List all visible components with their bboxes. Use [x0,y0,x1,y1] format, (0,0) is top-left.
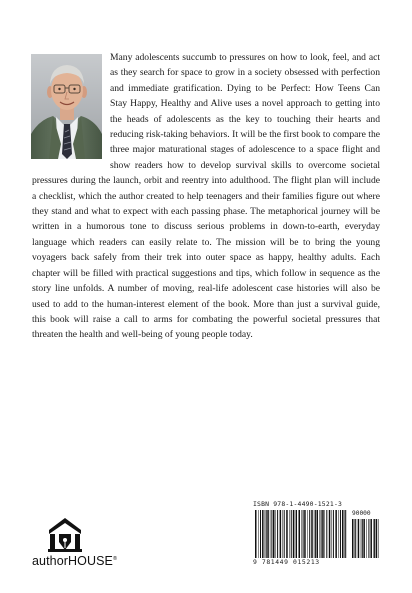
barcode-bar [280,510,282,558]
publisher-logo [32,515,122,575]
barcode-bar [317,510,319,558]
barcode-bar [366,519,367,558]
barcode-bar [352,519,354,558]
barcode-bar [355,519,356,558]
barcode-bar [378,519,379,558]
house-pen-icon [45,515,85,553]
photo-wrap-space [32,50,110,168]
barcode-bar [273,510,275,558]
barcode-bar [326,510,327,558]
barcode-bar [266,510,267,558]
barcode-bar [270,510,271,558]
barcode-bar [262,510,264,558]
barcode-bar [373,519,374,558]
barcode-bar [258,510,259,558]
barcode-bar [331,510,332,558]
barcode-bar [304,510,306,558]
barcode-bar [315,510,316,558]
barcode-bar [370,519,372,558]
addon-barcode-bars [352,519,379,558]
barcode-bar [363,519,365,558]
isbn-label: ISBN 978-1-4490-1521-3 [253,500,343,508]
barcode-bar [362,519,363,558]
publisher-name: authorHOUSE [32,554,113,568]
book-description [32,50,380,343]
barcode-bar [314,510,315,558]
barcode-bar [286,510,288,558]
barcode-bar [299,510,301,558]
barcode-bar [295,510,296,558]
barcode-bar [333,510,334,558]
barcode-bar [271,510,272,558]
barcode-bar [284,510,285,558]
barcode-bar [335,510,337,558]
barcode-bar [329,510,331,558]
barcode-bar [309,510,310,558]
barcode-bar [342,510,344,558]
price-code: 90000 [352,510,371,517]
barcode-bar [338,510,339,558]
ean-barcode-bars [255,510,347,558]
barcode-bar [275,510,276,558]
barcode-bar [358,519,360,558]
book-description-text: Many adolescents succumb to pressures on how to look, feel, and act as they search for space to grow in a society obsessed with perfection and immediate gratification. Dying to be Perfect: How Teens Can Stay Happy, Healthy and Alive uses a novel approach to getting into the heads of adolescents as the key to touching their hearts and reducing risk-taking behaviors. It will be the first book to compare the three major maturational stages of adolescence to a space flight and show readers how to develop survival skills to overcome societal pressures during the launch, orbit and reentry into adulthood. The flight plan will include a checklist, which the author created to help teenagers and their families figure out where they stand and what to expect with each passing phase. The metaphorical journey will be written in a humorous tone to discuss serious problems in down-to-earth, everyday language which readers can easily relate to. The mission will be to bring the young voyagers back safely from their trek into outer space as happy, healthy adults. Each chapter will be filled with practical suggestions and tips, which follow in sequence as the story line unfolds. A number of moving, real-life adolescent case histories will also be used to add to the human-interest element of the book. More than just a survival guide, this book will raise a call to arms for combating the powerful societal pressures that threaten the health and well-being of young people today. [32,52,380,341]
barcode-bar [324,510,325,558]
barcode-bar [368,519,369,558]
barcode-bar [260,510,261,558]
barcode-bar [302,510,303,558]
barcode-bar [340,510,341,558]
barcode-bar [303,510,304,558]
barcode-bar [345,510,346,558]
publisher-wordmark [32,554,117,568]
barcode-bar [293,510,295,558]
barcode-bar [277,510,278,558]
barcode-bar [296,510,297,558]
isbn-barcode [253,500,381,568]
barcode-bar [319,510,320,558]
barcode-bar [311,510,313,558]
barcode-bar [267,510,269,558]
barcode-bar [354,519,355,558]
barcode-bar [322,510,324,558]
barcode-bar [265,510,266,558]
barcode-bar [291,510,292,558]
barcode-bar [361,519,362,558]
barcode-bar [307,510,308,558]
registered-mark: ® [113,555,118,562]
barcode-bar [344,510,345,558]
barcode-bar [321,510,322,558]
barcode-digits: 9 781449 015213 [253,558,320,566]
barcode-bar [289,510,290,558]
barcode-bar [376,519,378,558]
barcode-bar [282,510,283,558]
barcode-bar [374,519,375,558]
barcode-bar [255,510,257,558]
